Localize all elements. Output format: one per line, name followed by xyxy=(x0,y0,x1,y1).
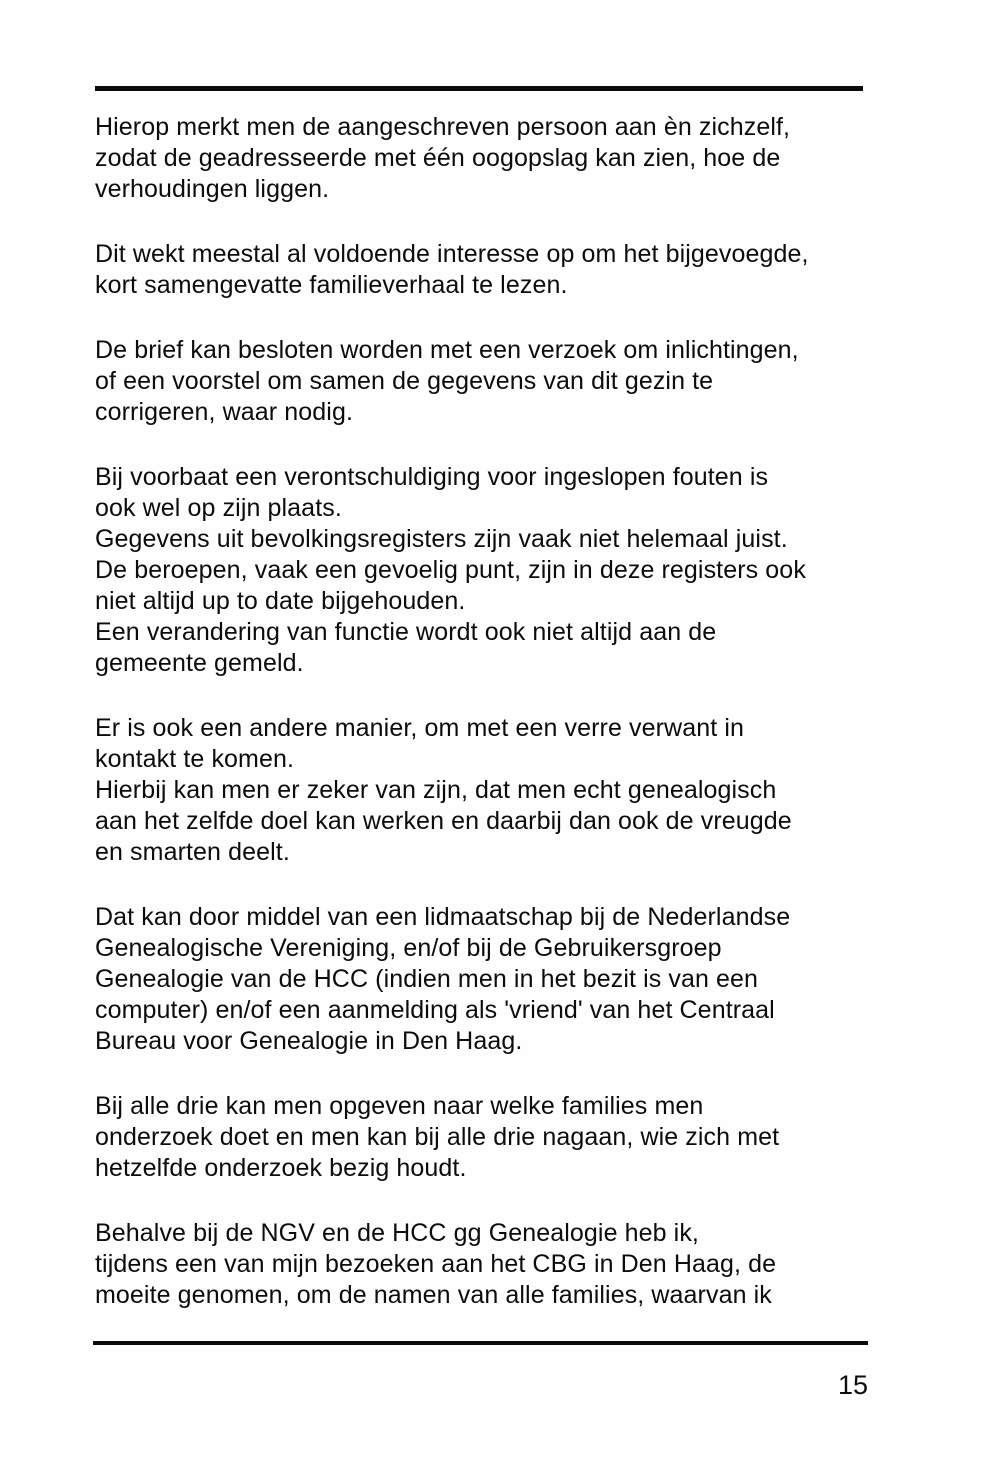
text-line: niet altijd up to date bijgehouden. xyxy=(95,587,466,615)
text-line: Gegevens uit bevolkingsregisters zijn vaak niet helemaal juist. xyxy=(95,525,788,553)
text-line: gemeente gemeld. xyxy=(95,649,304,677)
paragraph xyxy=(95,902,870,1057)
paragraph xyxy=(95,239,870,301)
text-line: ook wel op zijn plaats. xyxy=(95,494,342,522)
text-line: Een verandering van functie wordt ook niet altijd aan de xyxy=(95,618,717,646)
paragraph xyxy=(95,1091,870,1184)
text-line: Dit wekt meestal al voldoende interesse op om het bijgevoegde, xyxy=(95,240,809,268)
page-number: 15 xyxy=(837,1370,868,1400)
paragraph xyxy=(95,1218,870,1311)
text-line: Bij alle drie kan men opgeven naar welke families men xyxy=(95,1092,704,1120)
text-line: aan het zelfde doel kan werken en daarbij dan ook de vreugde xyxy=(95,807,792,835)
text-line: kort samengevatte familieverhaal te lezen. xyxy=(95,271,568,299)
text-line: De beroepen, vaak een gevoelig punt, zijn in deze registers ook xyxy=(95,556,806,584)
text-line: zodat de geadresseerde met één oogopslag kan zien, hoe de xyxy=(95,144,781,172)
paragraph xyxy=(95,462,870,679)
paragraph xyxy=(95,335,870,428)
page-body xyxy=(95,112,870,1345)
text-line: moeite genomen, om de namen van alle families, waarvan ik xyxy=(95,1281,772,1309)
text-line: of een voorstel om samen de gegevens van dit gezin te xyxy=(95,367,714,395)
text-line: hetzelfde onderzoek bezig houdt. xyxy=(95,1154,467,1182)
text-line: en smarten deelt. xyxy=(95,838,290,866)
text-line: Bureau voor Genealogie in Den Haag. xyxy=(95,1027,523,1055)
text-line: Hierop merkt men de aangeschreven persoon aan èn zichzelf, xyxy=(95,113,791,141)
text-line: Genealogie van de HCC (indien men in het bezit is van een xyxy=(95,965,759,993)
text-line: computer) en/of een aanmelding als 'vriend' van het Centraal xyxy=(95,996,775,1024)
bottom-rule xyxy=(93,1341,868,1345)
text-line: verhoudingen liggen. xyxy=(95,175,330,203)
paragraph xyxy=(95,713,870,868)
text-line: tijdens een van mijn bezoeken aan het CBG in Den Haag, de xyxy=(95,1250,777,1278)
text-line: Dat kan door middel van een lidmaatschap bij de Nederlandse xyxy=(95,903,791,931)
text-line: Behalve bij de NGV en de HCC gg Genealogie heb ik, xyxy=(95,1219,699,1247)
text-line: Er is ook een andere manier, om met een verre verwant in xyxy=(95,714,744,742)
text-line: kontakt te komen. xyxy=(95,745,295,773)
text-line: Bij voorbaat een verontschuldiging voor ingeslopen fouten is xyxy=(95,463,769,491)
text-line: Genealogische Vereniging, en/of bij de Gebruikersgroep xyxy=(95,934,722,962)
top-rule xyxy=(95,86,863,91)
text-line: corrigeren, waar nodig. xyxy=(95,398,353,426)
text-line: Hierbij kan men er zeker van zijn, dat men echt genealogisch xyxy=(95,776,777,804)
text-line: onderzoek doet en men kan bij alle drie nagaan, wie zich met xyxy=(95,1123,780,1151)
text-line: De brief kan besloten worden met een verzoek om inlichtingen, xyxy=(95,336,799,364)
paragraph xyxy=(95,112,870,205)
